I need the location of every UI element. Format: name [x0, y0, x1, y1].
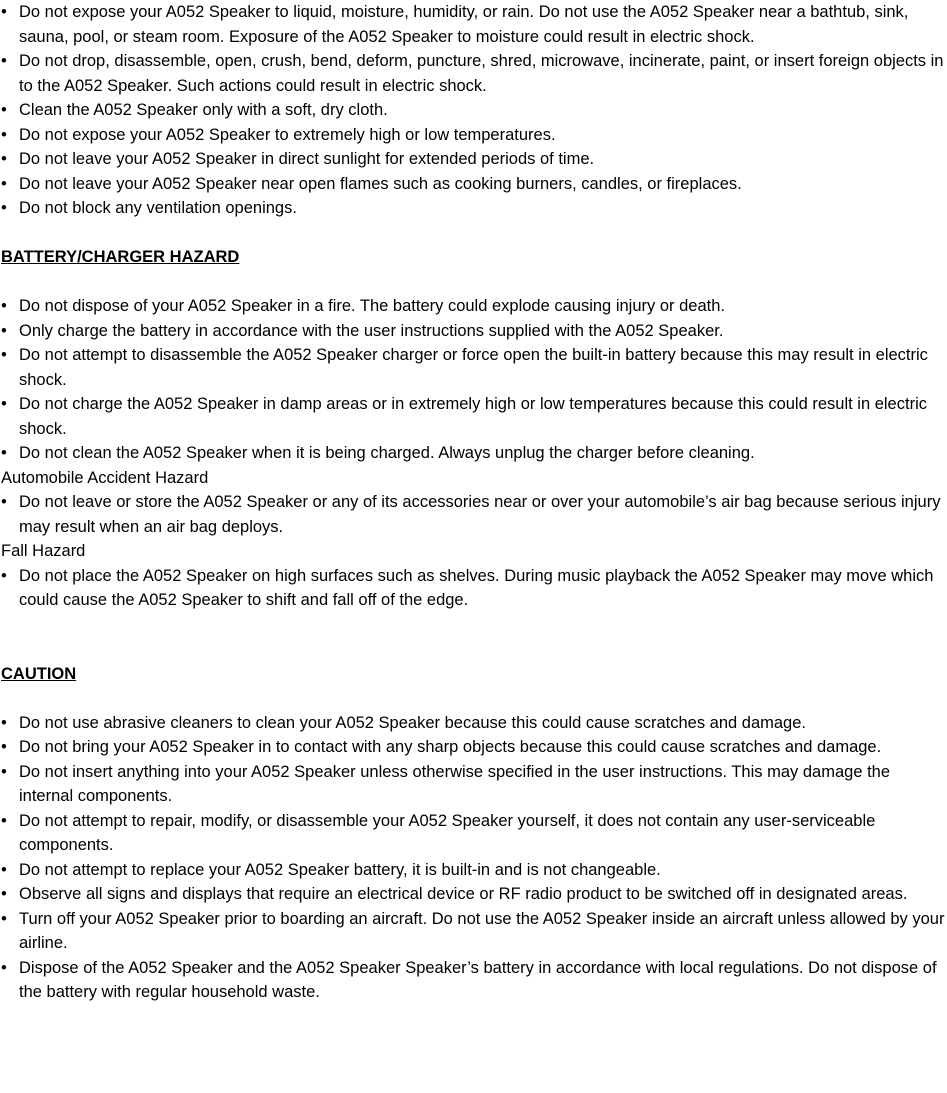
bullet-glyph: •: [1, 199, 7, 217]
warning-text: Observe all signs and displays that require an electrical device or RF radio product to be switched off in designated areas.: [19, 885, 908, 903]
bullet-glyph: •: [1, 860, 7, 879]
warning-text: Do not place the A052 Speaker on high surfaces such as shelves. During music playback the A052 Speaker may move which could cause the A052 Speaker to shift and fall off of the edge.: [19, 566, 934, 609]
list-item: [0, 196, 947, 221]
warning-text: Dispose of the A052 Speaker and the A052 Speaker Speaker’s battery in accordance with local regulations. Do not dispose of the battery with regular household waste.: [19, 958, 937, 1001]
warning-text: Do not expose your A052 Speaker to liquid, moisture, humidity, or rain. Do not use the A052 Speaker near a bathtub, sink, sauna, pool, or steam room. Exposure of the A052 Speaker to moisture could result in electric shock.: [19, 3, 909, 46]
list-item: [0, 319, 947, 344]
warning-text: Do not drop, disassemble, open, crush, bend, deform, puncture, shred, microwave, incinerate, paint, or insert foreign objects in to the A052 Speaker. Such actions could result in electric shock.: [19, 52, 944, 95]
spacer: [0, 270, 947, 295]
warning-text: Do not clean the A052 Speaker when it is being charged. Always unplug the charger before cleaning.: [19, 444, 755, 462]
battery-warnings: [0, 294, 947, 466]
bullet-glyph: •: [1, 444, 7, 462]
bullet-glyph: •: [1, 738, 7, 756]
list-item: [0, 490, 947, 539]
bullet-glyph: •: [1, 297, 7, 315]
warning-text: Do not leave or store the A052 Speaker or any of its accessories near or over your automobile’s air bag because serious injury may result when an air bag deploys.: [19, 493, 941, 536]
bullet-glyph: •: [1, 52, 7, 70]
warning-text: Do not insert anything into your A052 Speaker unless otherwise specified in the user instructions. This may damage the internal components.: [19, 762, 891, 805]
warning-text: Turn off your A052 Speaker prior to boarding an aircraft. Do not use the A052 Speaker inside an aircraft unless allowed by your airline.: [19, 909, 945, 952]
warning-text: Do not block any ventilation openings.: [19, 199, 297, 217]
bullet-glyph: •: [1, 566, 7, 585]
bullet-glyph: •: [1, 811, 7, 830]
warning-text: Do not attempt to replace your A052 Speaker battery, it is built-in and is not changeable.: [19, 860, 661, 879]
list-item: [0, 441, 947, 466]
list-item: [0, 735, 947, 760]
fall-warnings: [0, 564, 947, 613]
list-item: [0, 858, 947, 883]
spacer: [0, 686, 947, 711]
list-item: [0, 882, 947, 907]
warning-text: Do not leave your A052 Speaker in direct sunlight for extended periods of time.: [19, 150, 595, 168]
battery-heading: BATTERY/CHARGER HAZARD: [1, 248, 240, 266]
bullet-glyph: •: [1, 713, 7, 732]
list-item: [0, 760, 947, 809]
bullet-glyph: •: [1, 150, 7, 168]
warning-text: Do not attempt to disassemble the A052 Speaker charger or force open the built-in battery because this may result in electric shock.: [19, 346, 928, 389]
caution-heading: CAUTION: [1, 664, 77, 683]
warning-text: Only charge the battery in accordance with the user instructions supplied with the A052 Speaker.: [19, 321, 724, 340]
warning-text: Do not use abrasive cleaners to clean your A052 Speaker because this could cause scratches and damage.: [19, 713, 806, 732]
bullet-glyph: •: [1, 493, 7, 511]
bullet-glyph: •: [1, 958, 7, 977]
warning-text: Do not charge the A052 Speaker in damp areas or in extremely high or low temperatures because this could result in electric shock.: [19, 395, 927, 438]
spacer: [0, 221, 947, 246]
bullet-glyph: •: [1, 885, 7, 903]
bullet-glyph: •: [1, 909, 7, 928]
warning-text: Do not bring your A052 Speaker in to contact with any sharp objects because this could cause scratches and damage.: [19, 738, 882, 756]
list-item: [0, 123, 947, 148]
list-item: [0, 564, 947, 613]
spacer: [0, 613, 947, 662]
warning-text: Clean the A052 Speaker only with a soft, dry cloth.: [19, 101, 388, 119]
bullet-glyph: •: [1, 321, 7, 340]
list-item: [0, 343, 947, 392]
warning-text: Do not expose your A052 Speaker to extremely high or low temperatures.: [19, 125, 556, 144]
list-item: [0, 147, 947, 172]
bullet-glyph: •: [1, 346, 7, 364]
list-item: [0, 711, 947, 736]
list-item: [0, 172, 947, 197]
fall-heading: Fall Hazard: [1, 542, 86, 560]
list-item: [0, 809, 947, 858]
bullet-glyph: •: [1, 762, 7, 781]
warning-text: Do not dispose of your A052 Speaker in a fire. The battery could explode causing injury or death.: [19, 297, 725, 315]
bullet-glyph: •: [1, 3, 7, 21]
bullet-glyph: •: [1, 174, 7, 193]
automobile-warnings: [0, 490, 947, 539]
automobile-heading: Automobile Accident Hazard: [1, 468, 209, 487]
list-item: [0, 907, 947, 956]
list-item: [0, 294, 947, 319]
caution-warnings: [0, 711, 947, 1005]
bullet-glyph: •: [1, 125, 7, 144]
list-item: [0, 0, 947, 49]
list-item: [0, 956, 947, 1005]
list-item: [0, 49, 947, 98]
bullet-glyph: •: [1, 101, 7, 119]
list-item: [0, 98, 947, 123]
list-item: [0, 392, 947, 441]
warning-text: Do not attempt to repair, modify, or disassemble your A052 Speaker yourself, it does not contain any user-serviceable components.: [19, 811, 876, 854]
bullet-glyph: •: [1, 395, 7, 413]
general-warnings: [0, 0, 947, 221]
warning-text: Do not leave your A052 Speaker near open flames such as cooking burners, candles, or fireplaces.: [19, 174, 742, 193]
